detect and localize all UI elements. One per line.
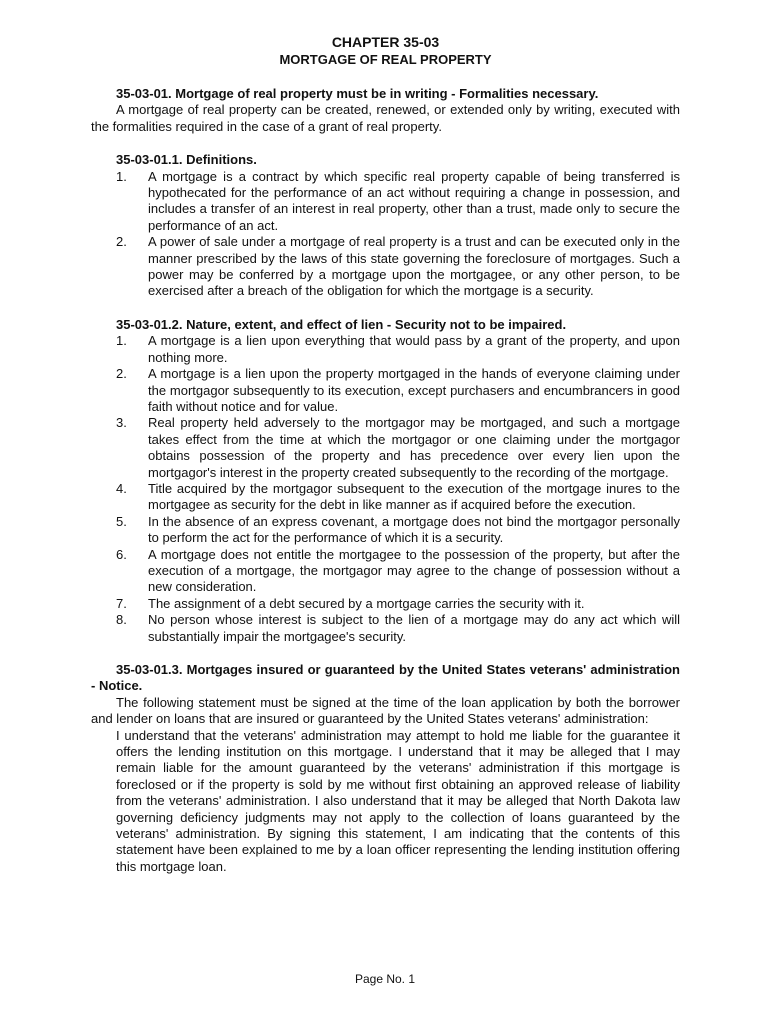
- list-item: [91, 547, 680, 596]
- item-text: The assignment of a debt secured by a mortgage carries the security with it.: [148, 595, 585, 611]
- section-35-03-01-2: [91, 317, 680, 645]
- item-text: A mortgage does not entitle the mortgagee to the possession of the property, but after the execution of a mortgage, the mortgagor may agree to the change of possession without a new consideration.: [148, 546, 680, 595]
- item-number: 6.: [116, 546, 127, 562]
- section-35-03-01-1: [91, 152, 680, 300]
- item-number: 1.: [116, 333, 127, 349]
- page-number: Page No. 1: [354, 972, 416, 986]
- item-text: A mortgage is a lien upon the property mortgaged in the hands of everyone claiming under the mortgagor subsequently to its execution, except purchasers and encumbrancers in good faith without notice and for value.: [148, 366, 680, 414]
- item-number: 2.: [116, 366, 127, 382]
- list-item: [91, 596, 680, 612]
- chapter-title: MORTGAGE OF REAL PROPERTY: [279, 52, 492, 67]
- item-number: 2.: [116, 234, 127, 250]
- list-item: [91, 333, 680, 366]
- document-body: [91, 33, 680, 892]
- chapter-number: CHAPTER 35-03: [331, 34, 440, 50]
- section-paragraph: A mortgage of real property can be created, renewed, or extended only by writing, executed with the formalities required in the case of a grant of real property.: [91, 102, 680, 134]
- veterans-statement: I understand that the veterans' administration may attempt to hold me liable for the guarantee it offers the lending institution on this mortgage. I understand that it may be alleged that I may remain liable for the amount guaranteed by the veterans' administration if this mortgage is foreclosed or if the property is sold by me without first obtaining an approved release of liability from the veterans' administration. I also understand that it may be alleged that North Dakota law governing deficiency judgments may not apply to the collection of loans guaranteed by the veterans' administration. By signing this statement, I am indicating that the contents of this statement have been explained to me by a loan officer representing the lending institution offering this mortgage loan.: [116, 727, 680, 874]
- item-number: 3.: [116, 415, 127, 431]
- item-number: 7.: [116, 595, 127, 611]
- item-text: In the absence of an express covenant, a mortgage does not bind the mortgagor personally to perform the act for the performance of which it is a security.: [148, 513, 680, 546]
- item-number: 8.: [116, 612, 127, 628]
- section-heading: 35-03-01.3. Mortgages insured or guaranteed by the United States veterans' administration - Notice.: [91, 662, 680, 694]
- item-number: 5.: [116, 513, 127, 529]
- definitions-list: [91, 169, 680, 300]
- item-text: A power of sale under a mortgage of real property is a trust and can be executed only in the manner prescribed by the laws of this state governing the foreclosure of mortgages. Such a power may be conferred by a mortgage upon the mortgagee, or any other person, to be exercised after a breach of the obligation for which the mortgage is a security.: [148, 234, 680, 299]
- list-item: [91, 514, 680, 547]
- section-paragraph: The following statement must be signed at the time of the loan application by both the borrower and lender on loans that are insured or guaranteed by the United States veterans' administration:: [91, 694, 680, 727]
- item-number: 4.: [116, 480, 127, 496]
- lien-list: [91, 333, 680, 645]
- list-item: [91, 415, 680, 481]
- list-item: [91, 366, 680, 415]
- item-text: A mortgage is a contract by which specific real property capable of being transferred is hypothecated for the performance of an act without requiring a change in possession, and includes a transfer of an interest in real property, other than a trust, made only to secure the performance of an act.: [148, 168, 680, 233]
- section-35-03-01-3: [91, 662, 680, 875]
- list-item: [91, 481, 680, 514]
- section-heading: 35-03-01. Mortgage of real property must be in writing - Formalities necessary.: [116, 86, 599, 101]
- section-heading: 35-03-01.2. Nature, extent, and effect of lien - Security not to be impaired.: [116, 316, 567, 332]
- section-35-03-01: [91, 86, 680, 135]
- section-heading: 35-03-01.1. Definitions.: [116, 152, 257, 168]
- list-item: [91, 234, 680, 300]
- list-item: [91, 169, 680, 235]
- list-item: [91, 612, 680, 645]
- item-number: 1.: [116, 168, 127, 184]
- item-text: Real property held adversely to the mortgagor may be mortgaged, and such a mortgage takes effect from the time at which the mortgagor or one claiming under the mortgagor obtains possession of the property and has precedence over every lien upon the mortgagor's interest in the property created subsequently to the recording of the mortgage.: [148, 415, 680, 480]
- item-text: Title acquired by the mortgagor subsequent to the execution of the mortgage inures to the mortgagee as security for the debt in like manner as if acquired before the execution.: [148, 480, 680, 513]
- item-text: No person whose interest is subject to the lien of a mortgage may do any act which will substantially impair the mortgagee's security.: [148, 612, 680, 644]
- item-text: A mortgage is a lien upon everything that would pass by a grant of the property, and upon nothing more.: [148, 333, 680, 365]
